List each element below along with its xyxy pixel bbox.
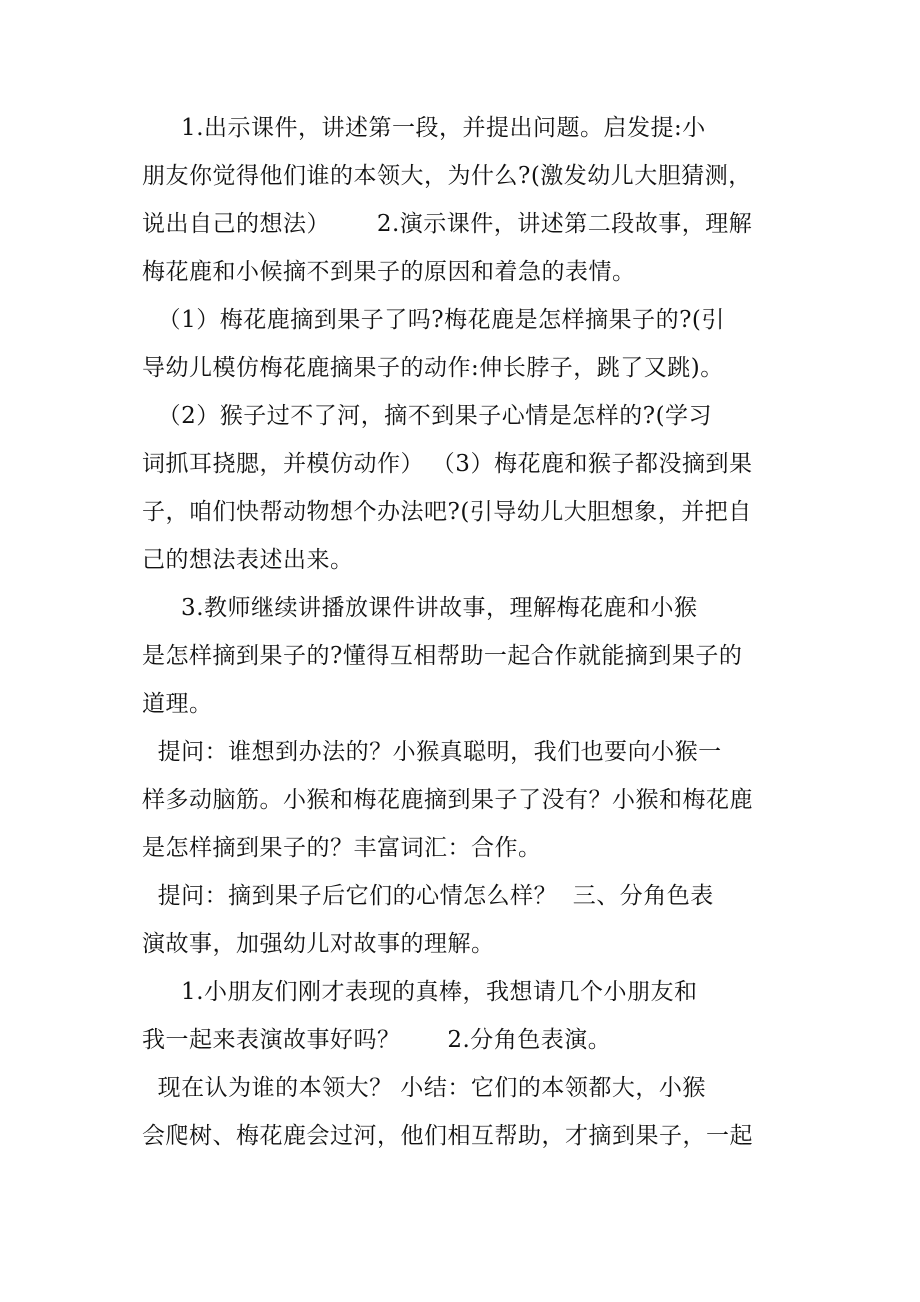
text-line: 是怎样摘到果子的？丰富词汇：合作。 [142,835,542,861]
text-line: 会爬树、梅花鹿会过河，他们相互帮助，才摘到果子，一起 [142,1123,753,1149]
text-line: 演故事，加强幼儿对故事的理解。 [142,931,495,957]
text-line: 3.教师继续讲播放课件讲故事，理解梅花鹿和小猴 [142,595,698,621]
text-line: 我一起来表演故事好吗？ 2.分角色表演。 [142,1027,612,1053]
text-line: 说出自己的想法） 2.演示课件，讲述第二段故事，理解 [142,211,753,237]
text-line: 1.小朋友们刚才表现的真棒，我想请几个小朋友和 [142,979,698,1005]
text-line: 样多动脑筋。小猴和梅花鹿摘到果子了没有？小猴和梅花鹿 [142,787,753,813]
text-line: 提问：谁想到办法的？小猴真聪明，我们也要向小猴一 [142,739,722,765]
text-line: 梅花鹿和小候摘不到果子的原因和着急的表情。 [142,259,636,285]
text-line: 现在认为谁的本领大？ 小结：它们的本领都大，小猴 [142,1075,706,1101]
text-line: 提问：摘到果子后它们的心情怎么样？ 三、分角色表 [142,883,714,909]
text-line: （2）猴子过不了河，摘不到果子心情是怎样的?(学习 [142,403,713,429]
text-line: 1.出示课件，讲述第一段，并提出问题。启发提:小 [142,115,706,141]
text-line: 道理。 [142,691,213,717]
text-line: （1）梅花鹿摘到果子了吗?梅花鹿是怎样摘果子的?(引 [142,307,725,333]
text-line: 词抓耳挠腮，并模仿动作） （3）梅花鹿和猴子都没摘到果 [142,451,753,477]
text-line: 是怎样摘到果子的?懂得互相帮助一起合作就能摘到果子的 [142,643,743,669]
text-line: 导幼儿模仿梅花鹿摘果子的动作:伸长脖子，跳了又跳)。 [142,355,724,381]
text-line: 子，咱们快帮动物想个办法吧?(引导幼儿大胆想象，并把自 [142,499,752,525]
text-line: 朋友你觉得他们谁的本领大，为什么?(激发幼儿大胆猜测， [142,163,752,189]
text-line: 己的想法表述出来。 [142,547,354,573]
